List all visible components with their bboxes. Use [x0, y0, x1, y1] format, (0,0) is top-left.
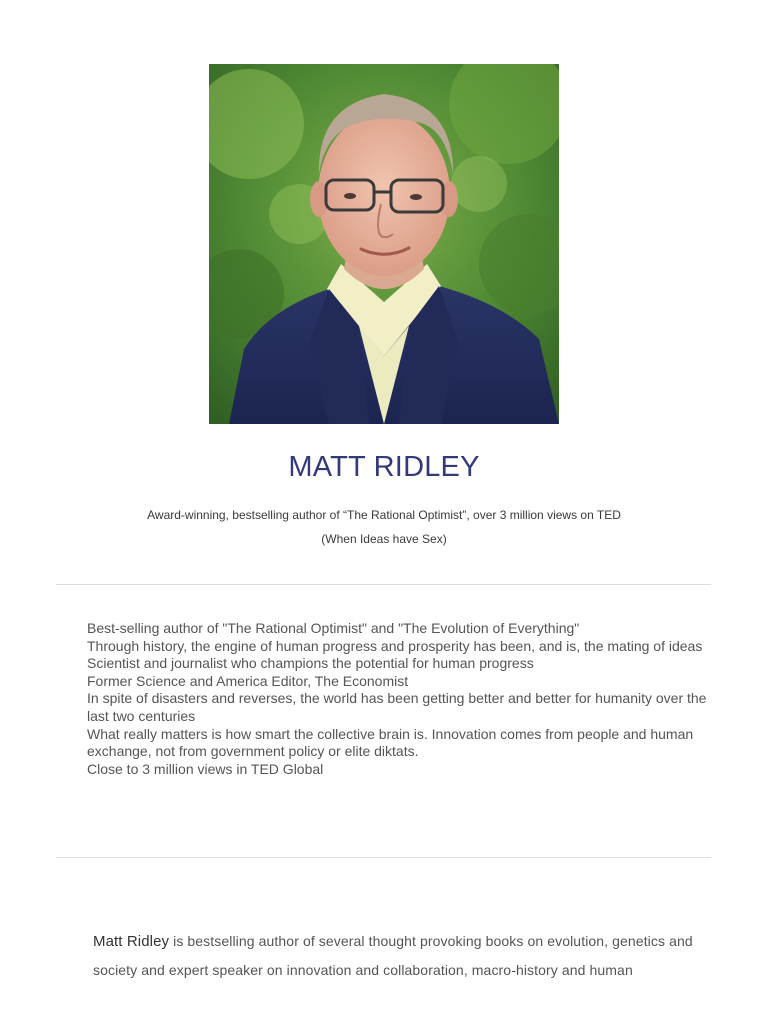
highlight-item: Scientist and journalist who champions the potential for human progress: [87, 655, 534, 672]
speaker-highlights-list: [87, 620, 712, 778]
highlight-item: Through history, the engine of human progress and prosperity has been, and is, the mating of ideas: [87, 637, 703, 654]
highlight-item: Best-selling author of "The Rational Optimist" and "The Evolution of Everything": [87, 620, 580, 636]
speaker-tagline: Award-winning, bestselling author of “The Rational Optimist”, over 3 million views on TED: [147, 508, 621, 522]
speaker-tagline-subtitle: (When Ideas have Sex): [321, 532, 447, 546]
speaker-name-heading: MATT RIDLEY: [288, 451, 480, 483]
bio-speaker-name: Matt Ridley: [93, 933, 170, 950]
section-divider: [56, 857, 711, 858]
portrait-image: [209, 64, 559, 424]
speaker-portrait-photo: [209, 64, 559, 424]
highlight-item: Close to 3 million views in TED Global: [87, 760, 324, 777]
speaker-bio-paragraph: [93, 927, 693, 985]
highlight-item: In spite of disasters and reverses, the world has been getting better and better for humanity over the last two centuries: [87, 690, 707, 724]
bio-text: is bestselling author of several thought provoking books on evolution, genetics and society and expert speaker on innovation and collaboration, macro-history and human: [93, 933, 693, 978]
section-divider: [56, 584, 711, 585]
highlight-item: What really matters is how smart the collective brain is. Innovation comes from people and human exchange, not from government policy or elite diktats.: [87, 725, 694, 760]
highlight-item: Former Science and America Editor, The Economist: [87, 672, 409, 689]
